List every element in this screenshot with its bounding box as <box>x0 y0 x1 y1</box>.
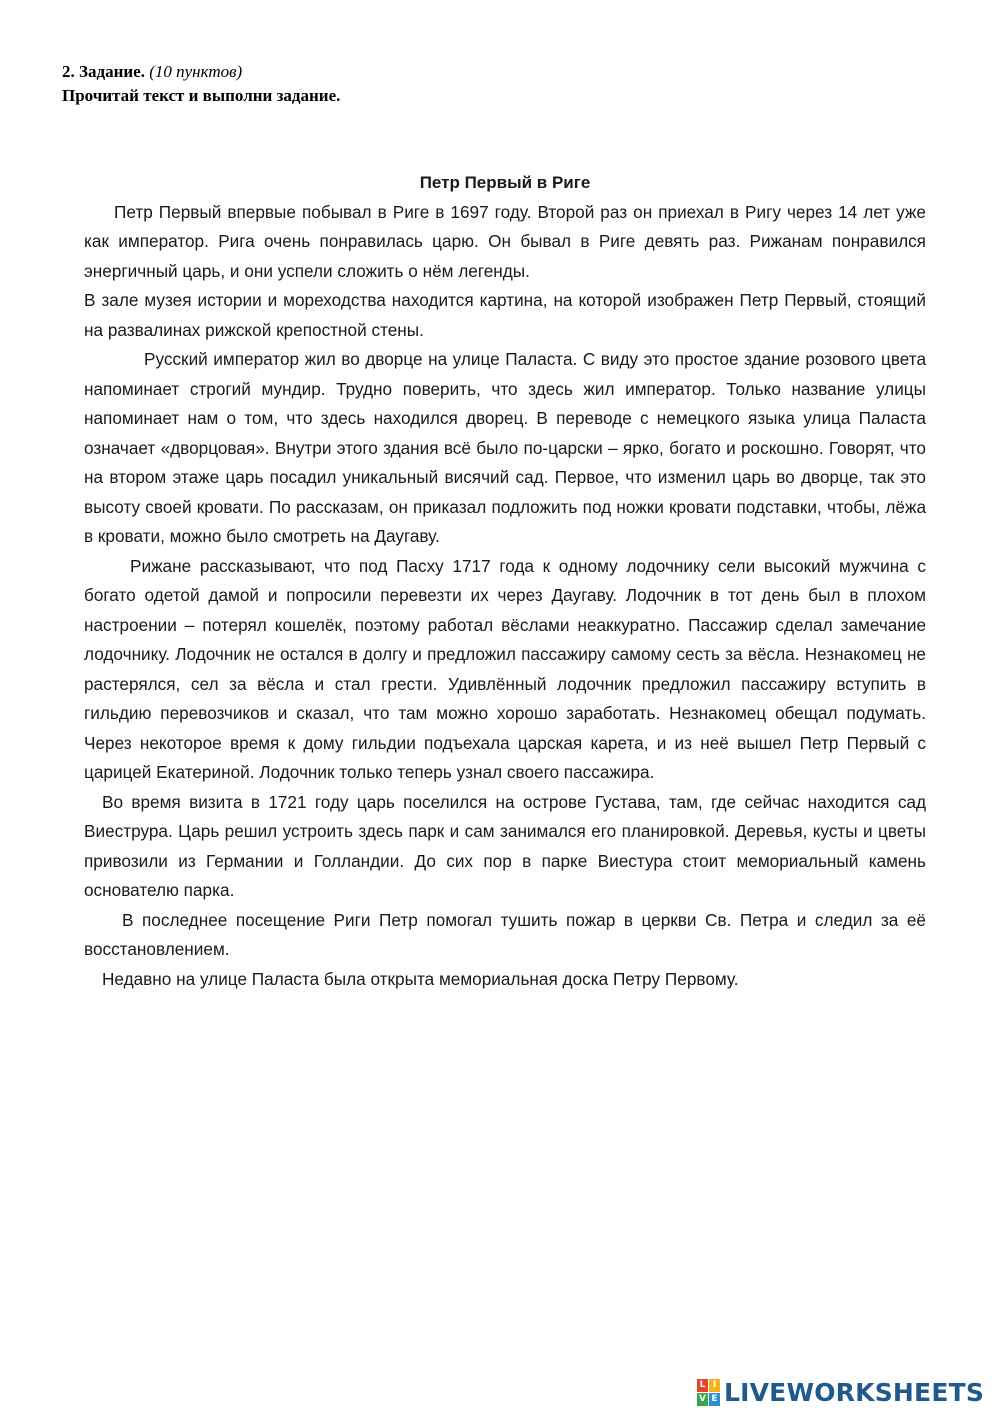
paragraph: Недавно на улице Паласта была открыта мемориальная доска Петру Первому. <box>102 968 739 989</box>
logo-tile-v: V <box>697 1393 708 1406</box>
paragraph: Петр Первый впервые побывал в Риге в 1697 году. Второй раз он приехал в Ригу через 14 лет уже как император. Рига очень понравилась царю. Он бывал в Риге девять раз. Рижанам понравился энергичный царь, и они успели сложить о нём легенды. <box>84 201 926 281</box>
logo-mark-icon <box>697 1379 720 1406</box>
paragraph: Русский император жил во дворце на улице Паласта. С виду это простое здание розового цвета напоминает строгий мундир. Трудно поверить, что здесь жил император. Только название улицы напоминает нам о том, что здесь находился дворец. В переводе с немецкого языка улица Паласта означает «дворцовая». Внутри этого здания всё было по-царски – ярко, богато и роскошно. Говорят, что на втором этаже царь посадил уникальный висячий сад. Первое, что изменил царь во дворце, так это высоту своей кровати. По рассказам, он приказал подложить под ножки кровати подставки, чтобы, лёжа в кровати, можно было смотреть на Даугаву. <box>84 349 926 546</box>
logo-tile-i: I <box>709 1379 720 1392</box>
task-header <box>62 60 340 108</box>
task-title-line <box>62 60 340 84</box>
task-label: 2. Задание. <box>62 62 145 81</box>
task-instruction: Прочитай текст и выполни задание. <box>62 86 341 105</box>
task-points: (10 пунктов) <box>149 62 243 81</box>
logo-tile-l: L <box>697 1379 708 1392</box>
paragraph: Рижане рассказывают, что под Пасху 1717 года к одному лодочнику сели высокий мужчина с богато одетой дамой и попросили перевезти их через Даугаву. Лодочник в тот день был в плохом настроении – потерял кошелёк, поэтому работал вёслами неаккуратно. Пассажир сделал замечание лодочнику. Лодочник не остался в долгу и предложил пассажиру самому сесть за вёсла. Незнакомец не растерялся, сел за вёсла и стал грести. Удивлённый лодочник предложил пассажиру вступить в гильдию перевозчиков и сказал, что там можно хорошо заработать. Незнакомец обещал подумать. Через некоторое время к дому гильдии подъехала царская карета, и из неё вышел Петр Первый с царицей Екатериной. Лодочник только теперь узнал своего пассажира. <box>84 555 926 782</box>
liveworksheets-logo[interactable] <box>697 1377 984 1407</box>
paragraph: В зале музея истории и мореходства находится картина, на которой изображен Петр Первый, стоящий на развалинах рижской крепостной стены. <box>84 290 926 340</box>
logo-text: LIVEWORKSHEETS <box>724 1377 985 1407</box>
paragraph: Во время визита в 1721 году царь поселился на острове Густава, там, где сейчас находится сад Виеструра. Царь решил устроить здесь парк и сам занимался его планировкой. Деревья, кусты и цветы привозили из Германии и Голландии. До сих пор в парке Виестура стоит мемориальный камень основателю парка. <box>84 791 926 900</box>
logo-tile-e: E <box>709 1393 720 1406</box>
article <box>84 168 926 994</box>
article-title: Петр Первый в Риге <box>419 173 591 192</box>
paragraph: В последнее посещение Риги Петр помогал тушить пожар в церкви Св. Петра и следил за её восстановлением. <box>84 909 926 959</box>
